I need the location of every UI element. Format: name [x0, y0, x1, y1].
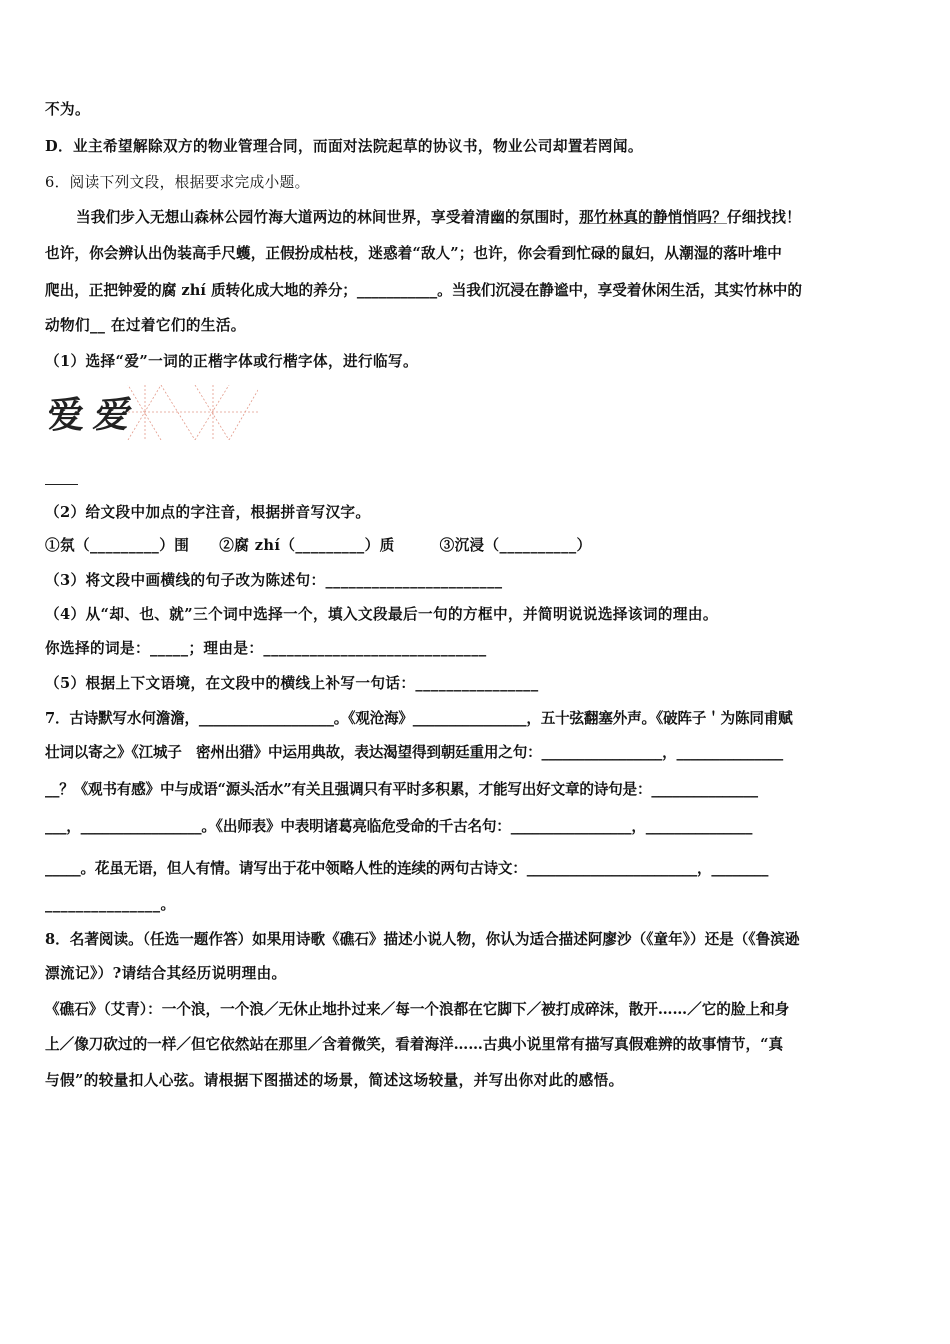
passage-line: 也许，你会辨认出伪装高手尺蠖，正假扮成枯枝，迷惑着“敌人”；也许，你会看到忙碌的鼠妇，从潮湿的落叶堆中	[45, 245, 782, 262]
sub-question-2: （2）给文段中加点的字注音，根据拼音写汉字。	[45, 504, 371, 521]
sub-question-1: （1）选择“爱”一词的正楷字体或行楷字体，进行临写。	[45, 353, 419, 370]
calligraphy-copy-grid	[48, 385, 258, 440]
question-8: 8．名著阅读。（任选一题作答）如果用诗歌《礁石》描述小说人物，你认为适合描述阿廖沙（《童年》）还是（《鲁滨逊	[45, 931, 800, 948]
underlined-sentence: 那竹林真的静悄悄吗？	[579, 209, 727, 226]
passage-text: 当我们步入无想山森林公园竹海大道两边的林间世界，享受着清幽的氛围时，	[76, 209, 579, 226]
passage-text: 仔细找找！	[726, 209, 801, 226]
question-7-line[interactable]: 壮词以寄之》《江城子 密州出猎》中运用典故，表达渴望得到朝廷重用之句：_________________，_______________	[45, 744, 783, 761]
question-7[interactable]: 7．古诗默写水何澹澹，___________________。《观沧海》________________，五十弦翻塞外声。《破阵子＇为陈同甫赋	[45, 710, 793, 727]
calligraphy-char-regular: 爱	[48, 394, 85, 436]
question-8-line: 与假”的较量扣人心弦。请根据下图描述的场景，简述这场较量，并写出你对此的感悟。	[45, 1072, 624, 1089]
text-line: 不为。	[45, 101, 90, 118]
pinyin-blanks[interactable]: ①氛（_________）围 ②腐 zhí（_________）质 ③沉浸（__________）	[45, 537, 592, 554]
question-6-title: 6．阅读下列文段，根据要求完成小题。	[45, 174, 310, 191]
poem-line: 《礁石》（艾青）：一个浪，一个浪／无休止地扑过来／每一个浪都在它脚下／被打成碎沫，散开……／它的脸上和身	[45, 1001, 790, 1018]
sub-question-3[interactable]: （3）将文段中画横线的句子改为陈述句：_______________________	[45, 572, 503, 589]
option-d: D．业主希望解除双方的物业管理合同，而面对法院起草的协议书，物业公司却置若罔闻。	[45, 138, 643, 155]
question-8-line: 漂流记》）?请结合其经历说明理由。	[45, 965, 287, 982]
sub-question-5[interactable]: （5）根据上下文语境，在文段中的横线上补写一句话：________________	[45, 675, 539, 692]
sub-question-4: （4）从“却、也、就”三个词中选择一个，填入文段最后一句的方框中，并简明说说选择该词的理由。	[45, 606, 718, 623]
poem-line: 上／像刀砍过的一样／但它依然站在那里／含着微笑，看着海洋……古典小说里常有描写真假难辨的故事情节，“真	[45, 1036, 784, 1053]
passage-line: 爬出，正把钟爱的腐 zhí 质转化成大地的养分；___________。当我们沉浸在静谧中，享受着休闲生活，其实竹林中的	[45, 282, 802, 299]
question-7-line[interactable]: _______________。	[45, 896, 176, 913]
question-7-line[interactable]: _____。花虽无语，但人有情。请写出于花中领略人性的连续的两句古诗文：________________________，________	[45, 860, 769, 877]
passage-line	[76, 208, 801, 228]
question-7-line[interactable]: __？《观书有感》中与成语“源头活水”有关且强调只有平时多积累，才能写出好文章的诗句是：_______________	[45, 781, 758, 798]
answer-line[interactable]: 你选择的词是：_____；理由是：_____________________________	[45, 640, 487, 657]
answer-rule	[45, 484, 78, 485]
calligraphy-char-running: 爱	[92, 394, 129, 436]
question-7-line[interactable]: ___，_________________。《出师表》中表明诸葛亮临危受命的千古名句：_________________，_______________	[45, 818, 753, 835]
practice-grid	[128, 385, 258, 440]
passage-line: 动物们__ 在过着它们的生活。	[45, 317, 246, 334]
